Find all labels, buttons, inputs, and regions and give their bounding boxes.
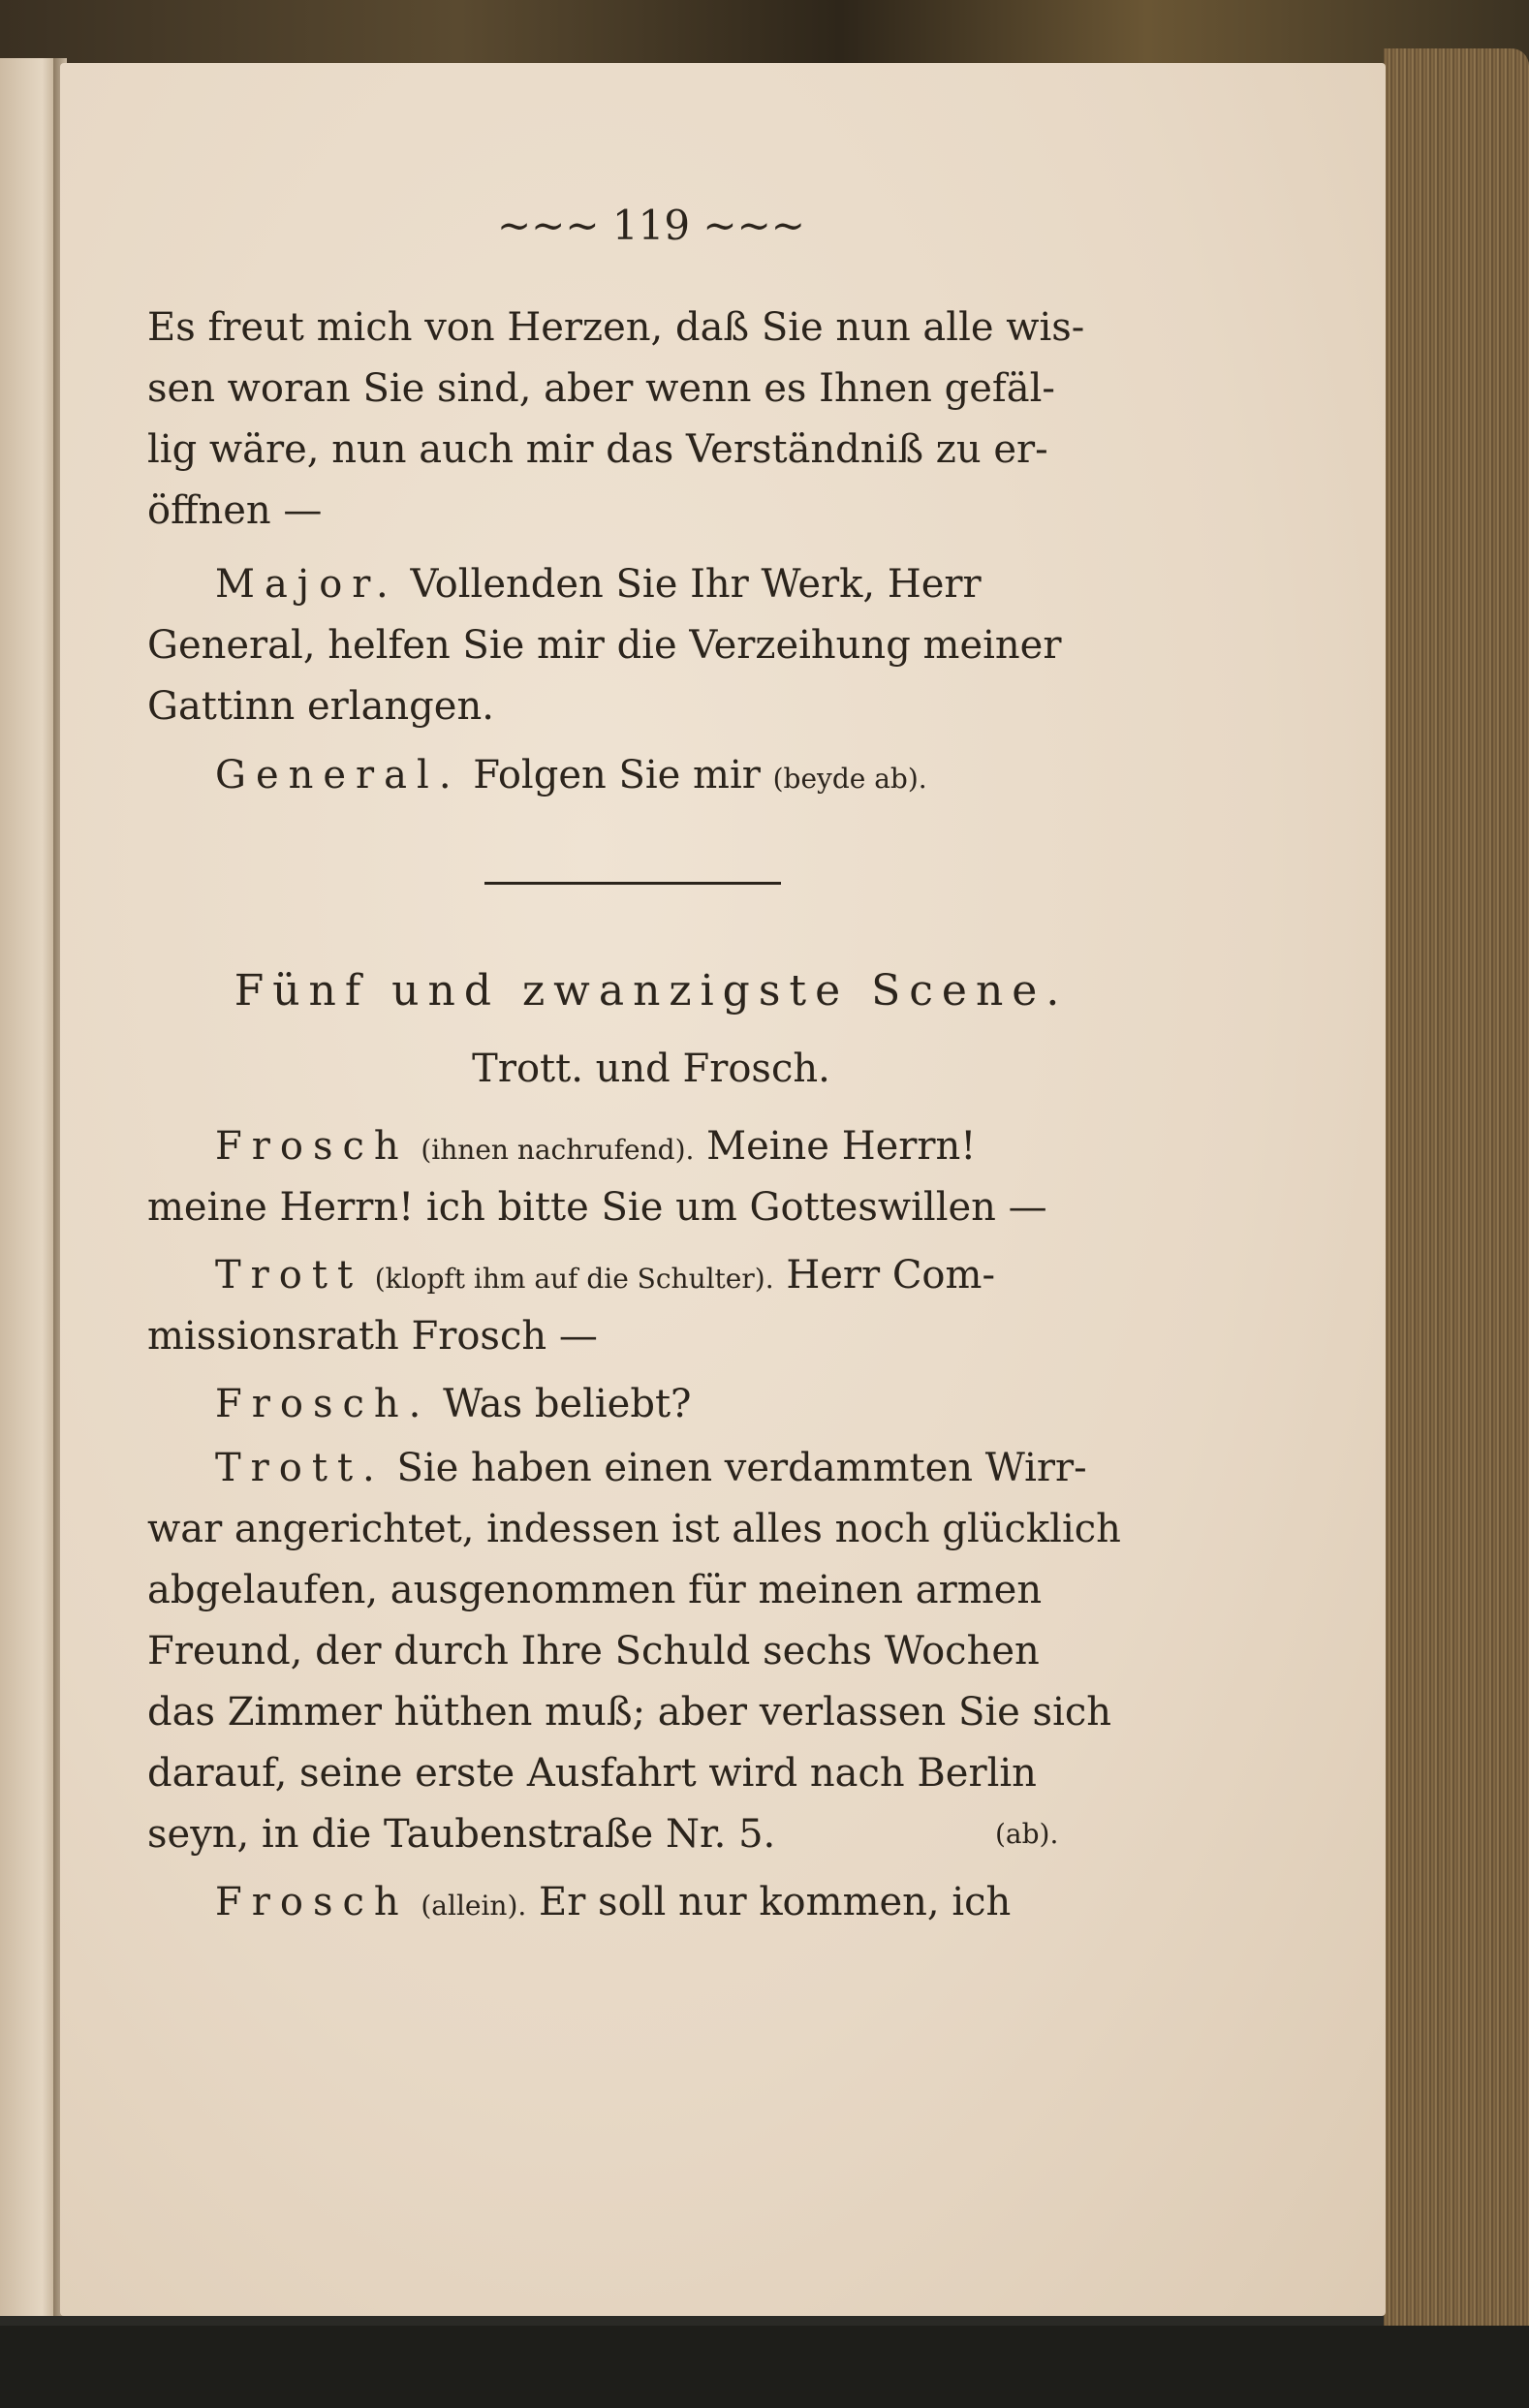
stage-direction: (beyde ab). (772, 763, 927, 795)
scene-persons: Trott. und Frosch. (472, 1047, 830, 1091)
speaker-name: Major. (215, 562, 398, 607)
speech-text: Meine Herrn! (706, 1124, 977, 1169)
facing-page-edge (0, 58, 60, 2316)
text-line: darauf, seine erste Ausfahrt wird nach Berlin (147, 1751, 1037, 1796)
page-number-header: ~~~ 119 ~~~ (496, 202, 805, 249)
stage-direction: (ihnen nachrufend). (421, 1134, 695, 1166)
page-block-edge (1384, 48, 1529, 2355)
book-cover (0, 0, 1529, 68)
speech-frosch (215, 1377, 691, 1431)
speaker-name: Trott (215, 1253, 363, 1298)
text-line: Freund, der durch Ihre Schuld sechs Wochen (147, 1629, 1040, 1673)
background-surface (0, 2326, 1529, 2408)
text-line: Es freut mich von Herzen, daß Sie nun alle wis- (147, 305, 1085, 350)
text-line: sen woran Sie sind, aber wenn es Ihnen gefäl- (147, 366, 1055, 411)
text-line (147, 1807, 775, 1861)
speaker-name: Frosch (215, 1124, 409, 1169)
speech-frosch (215, 1875, 1011, 1929)
stage-direction: (allein). (421, 1890, 527, 1922)
speech-text: Vollenden Sie Ihr Werk, Herr (410, 562, 982, 607)
text-line: Gattinn erlangen. (147, 684, 494, 729)
text-line: missionsrath Frosch — (147, 1314, 598, 1359)
speech-general (215, 748, 927, 802)
text-line: das Zimmer hüthen muß; aber verlassen Sie sich (147, 1690, 1112, 1735)
speech-major (215, 557, 982, 611)
speech-text: Folgen Sie mir (473, 753, 761, 797)
speech-text: Was beliebt? (443, 1382, 692, 1426)
text-line: General, helfen Sie mir die Verzeihung meiner (147, 623, 1062, 668)
speaker-name: Trott. (215, 1446, 385, 1490)
text-line: öffnen — (147, 488, 323, 533)
stage-direction: (klopft ihm auf die Schulter). (374, 1263, 774, 1295)
speaker-name: Frosch (215, 1880, 409, 1924)
speech-text: Herr Com- (786, 1253, 995, 1298)
speech-text: Er soll nur kommen, ich (539, 1880, 1012, 1924)
scene-title: Fünf und zwanzigste Scene. (234, 966, 1069, 1016)
speech-text: seyn, in die Taubenstraße Nr. 5. (147, 1812, 776, 1857)
speaker-name: Frosch. (215, 1382, 431, 1426)
speech-trott (215, 1248, 995, 1302)
speech-frosch (215, 1119, 976, 1173)
speech-text: Sie haben einen verdammten Wirr- (396, 1446, 1087, 1490)
text-line: lig wäre, nun auch mir das Verständniß zu er- (147, 427, 1048, 472)
speaker-name: General. (215, 753, 461, 797)
speech-trott (215, 1441, 1087, 1495)
text-line: war angerichtet, indessen ist alles noch glücklich (147, 1507, 1121, 1551)
text-line: meine Herrn! ich bitte Sie um Gotteswillen — (147, 1185, 1047, 1230)
stage-direction: (ab). (995, 1818, 1059, 1850)
text-line: abgelaufen, ausgenommen für meinen armen (147, 1568, 1043, 1612)
section-divider (484, 882, 781, 885)
